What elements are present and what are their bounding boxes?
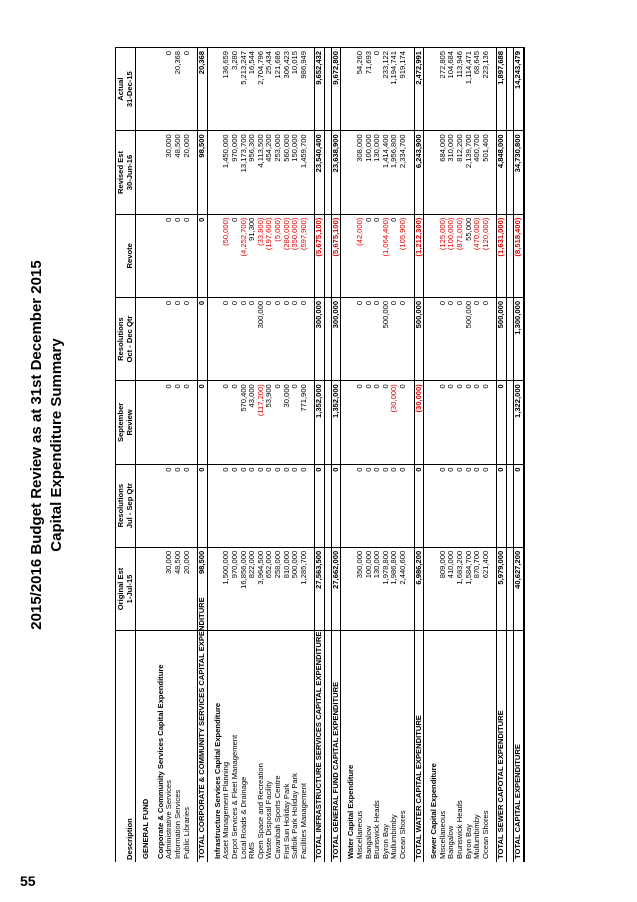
row-value-v: (5,000) — [274, 214, 283, 297]
row-description: RMS — [247, 842, 257, 859]
row-value-e: 1,459,700 — [300, 131, 309, 214]
row-description: Miscellaneous — [355, 810, 365, 859]
water-total-row — [414, 48, 424, 863]
row-value-s: 0 — [231, 381, 240, 464]
row-value-o: 20,000 — [183, 547, 192, 630]
row-value-v: (5,675,100) — [315, 214, 325, 297]
row-value-a: 121,686 — [274, 48, 283, 131]
table-row — [456, 48, 465, 863]
row-value-e: 253,000 — [274, 131, 283, 214]
row-value-r2: 0 — [291, 297, 300, 380]
row-value-a: 104,684 — [447, 48, 456, 131]
row-value-o: 16,856,000 — [240, 547, 249, 630]
row-value-v: 0 — [165, 214, 174, 297]
row-value-e: 6,243,900 — [414, 131, 424, 214]
row-value-o: 621,400 — [482, 547, 491, 630]
row-value-r2: 0 — [399, 297, 408, 380]
row-value-r2: 0 — [390, 297, 399, 380]
row-value-a: 16,544 — [248, 48, 257, 131]
row-value-r2: 300,000 — [331, 297, 341, 380]
row-value-r2: 0 — [456, 297, 465, 380]
row-description: TOTAL WATER CAPITAL EXPENDITURE — [414, 631, 424, 862]
table-row — [174, 48, 183, 863]
table-row — [473, 48, 482, 863]
table-row — [248, 48, 257, 863]
row-value-s: 0 — [174, 381, 183, 464]
row-value-r2: 0 — [198, 297, 208, 380]
row-value-v: (8,518,400) — [513, 214, 523, 297]
row-value-o: 1,986,800 — [390, 547, 399, 630]
table-row — [274, 48, 283, 863]
row-description: Waste Disposal Facility — [264, 780, 274, 859]
row-value-r2: 0 — [439, 297, 448, 380]
row-value-r2: 0 — [174, 297, 183, 380]
row-description: Brunswick Heads — [372, 800, 382, 859]
row-value-a: 5,213,247 — [240, 48, 249, 131]
row-value-v: (120,000) — [482, 214, 491, 297]
table-row — [447, 48, 456, 863]
row-value-r2: 500,000 — [414, 297, 424, 380]
row-value-r1: 0 — [222, 464, 231, 547]
row-value-r1: 0 — [183, 464, 192, 547]
row-value-r1: 0 — [283, 464, 292, 547]
row-value-a: 0 — [165, 48, 174, 131]
row-value-r1: 0 — [439, 464, 448, 547]
row-description: Cavanbah Sports Centre — [272, 775, 282, 859]
row-value-e: 812,200 — [456, 131, 465, 214]
row-value-v: 0 — [183, 214, 192, 297]
header-september-review: September Review — [116, 381, 136, 464]
row-value-a: 1,114,471 — [465, 48, 474, 131]
row-value-a: 25,434 — [265, 48, 274, 131]
row-value-e: 956,300 — [248, 131, 257, 214]
row-value-s: 0 — [497, 381, 507, 464]
row-value-s: 0 — [165, 381, 174, 464]
row-description: TOTAL INFRASTRUCTURE SERVICES CAPITAL EXPENDITURE — [315, 631, 325, 862]
row-value-e: 970,000 — [231, 131, 240, 214]
row-value-r2: 0 — [283, 297, 292, 380]
row-value-e: 1,956,800 — [390, 131, 399, 214]
row-value-e: 98,500 — [198, 131, 208, 214]
row-value-v: (1,064,400) — [382, 214, 391, 297]
row-description: Mullumbimby — [389, 814, 399, 859]
row-value-r1: 0 — [331, 464, 341, 547]
row-value-e: 400,700 — [473, 131, 482, 214]
row-value-a: 68,645 — [473, 48, 482, 131]
table-row — [265, 48, 274, 863]
row-value-o: 130,000 — [373, 547, 382, 630]
row-value-s: 1,322,000 — [513, 381, 523, 464]
row-value-o: 970,000 — [231, 547, 240, 630]
row-value-o: 3,964,500 — [257, 547, 266, 630]
table-row — [390, 48, 399, 863]
row-value-a: 272,805 — [439, 48, 448, 131]
infra-total-row — [315, 48, 325, 863]
row-description: Depot Services & Fleet Management — [229, 734, 239, 859]
table-row — [240, 48, 249, 863]
row-value-r2: 0 — [300, 297, 309, 380]
row-value-s: 0 — [439, 381, 448, 464]
row-value-r2: 0 — [274, 297, 283, 380]
row-value-s: 0 — [456, 381, 465, 464]
page-number: 55 — [20, 873, 36, 889]
capital-expenditure-table — [115, 47, 525, 862]
row-description: Brunswick Heads — [455, 800, 464, 859]
row-value-e: 150,000 — [291, 131, 300, 214]
row-description: Local Roads & Drainage — [238, 776, 248, 859]
row-description: Information Services — [172, 789, 182, 859]
row-value-o: 809,000 — [439, 547, 448, 630]
row-description: Bangalow — [446, 825, 456, 859]
row-value-r1: 0 — [365, 464, 374, 547]
row-value-r2: 500,000 — [382, 297, 391, 380]
row-value-v: (1,212,300) — [414, 214, 424, 297]
table-row — [365, 48, 374, 863]
row-value-v: 0 — [373, 214, 382, 297]
infra-section-heading: Infrastructure Services Capital Expenditure — [214, 48, 223, 863]
row-value-r1: 0 — [291, 464, 300, 547]
table-row — [465, 48, 474, 863]
row-value-r2: 0 — [240, 297, 249, 380]
row-value-r1: 0 — [356, 464, 365, 547]
row-value-r2: 1,300,000 — [513, 297, 523, 380]
row-value-v: (1,631,000) — [497, 214, 507, 297]
row-value-r1: 0 — [165, 464, 174, 547]
row-value-e: 20,000 — [183, 131, 192, 214]
row-value-o: 5,979,000 — [497, 547, 507, 630]
row-value-v: 0 — [390, 214, 399, 297]
row-value-v: (42,000) — [356, 214, 365, 297]
row-value-a: 113,946 — [456, 48, 465, 131]
row-value-e: 310,000 — [447, 131, 456, 214]
row-value-s: (30,000) — [390, 381, 399, 464]
row-value-v: (197,600) — [265, 214, 274, 297]
row-value-s: 53,900 — [265, 381, 274, 464]
row-value-r2: 0 — [356, 297, 365, 380]
row-value-r1: 0 — [231, 464, 240, 547]
row-description: TOTAL GENERAL FUND CAPITAL EXPENDITURE — [331, 631, 341, 862]
row-value-v: (50,000) — [222, 214, 231, 297]
table-row — [183, 48, 192, 863]
row-value-s: 43,000 — [248, 381, 257, 464]
row-value-e: 560,000 — [283, 131, 292, 214]
row-value-o: 40,627,200 — [513, 547, 523, 630]
row-value-o: 27,662,000 — [331, 547, 341, 630]
row-value-o: 870,700 — [473, 547, 482, 630]
row-value-v: (470,000) — [473, 214, 482, 297]
row-description: Mullumbimby — [472, 814, 482, 859]
row-value-o: 350,000 — [356, 547, 365, 630]
row-value-r1: 0 — [513, 464, 523, 547]
row-value-a: 0 — [183, 48, 192, 131]
row-value-r1: 0 — [257, 464, 266, 547]
row-value-a: 1,897,688 — [497, 48, 507, 131]
row-value-s: 0 — [482, 381, 491, 464]
corp-section-heading: Corporate & Community Services Capital Expenditure — [157, 48, 166, 863]
row-value-r1: 0 — [482, 464, 491, 547]
row-value-v: (597,900) — [300, 214, 309, 297]
row-value-a: 10,015 — [291, 48, 300, 131]
row-value-v: (125,000) — [439, 214, 448, 297]
row-description: TOTAL SEWER CAPOTAL EXPENDITURE — [497, 631, 507, 862]
row-value-r1: 0 — [274, 464, 283, 547]
row-value-e: 4,113,500 — [257, 131, 266, 214]
general-fund-total-row — [331, 48, 341, 863]
row-value-e: 2,139,700 — [465, 131, 474, 214]
row-value-r1: 0 — [399, 464, 408, 547]
row-value-r2: 0 — [165, 297, 174, 380]
row-value-a: 2,704,796 — [257, 48, 266, 131]
row-value-e: 34,730,800 — [513, 131, 523, 214]
general-fund-heading: GENERAL FUND — [142, 48, 151, 863]
row-value-s: 0 — [473, 381, 482, 464]
row-value-r1: 0 — [174, 464, 183, 547]
header-original-est: Original Est 1-Jul-15 — [116, 547, 136, 630]
sewer-total-row — [497, 48, 507, 863]
title-line-1: 2015/2016 Budget Review as at 31st December 2015 — [28, 260, 45, 630]
row-value-o: 48,500 — [174, 547, 183, 630]
row-value-r1: 0 — [414, 464, 424, 547]
row-value-s: 0 — [382, 381, 391, 464]
row-value-r2: 0 — [222, 297, 231, 380]
row-value-r1: 0 — [465, 464, 474, 547]
row-value-o: 410,000 — [447, 547, 456, 630]
header-revised-est: Revised Est 30-Jun-16 — [116, 131, 136, 214]
row-value-r1: 0 — [373, 464, 382, 547]
row-value-a: 986,949 — [300, 48, 309, 131]
row-value-a: 223,136 — [482, 48, 491, 131]
row-value-r1: 0 — [382, 464, 391, 547]
row-value-s: 771,900 — [300, 381, 309, 464]
row-value-s: 0 — [183, 381, 192, 464]
row-value-r1: 0 — [473, 464, 482, 547]
row-value-o: 1,584,700 — [465, 547, 474, 630]
rotated-page-content — [25, 20, 615, 870]
row-value-s: 1,352,000 — [315, 381, 325, 464]
row-value-a: 233,122 — [382, 48, 391, 131]
row-value-v: 0 — [174, 214, 183, 297]
row-value-o: 500,000 — [291, 547, 300, 630]
row-value-v: (350,000) — [291, 214, 300, 297]
row-value-v: (871,000) — [456, 214, 465, 297]
table-row — [300, 48, 309, 863]
row-value-e: 308,000 — [356, 131, 365, 214]
row-value-r2: 0 — [231, 297, 240, 380]
row-value-s: 0 — [447, 381, 456, 464]
row-value-e: 684,000 — [439, 131, 448, 214]
water-section-heading: Water Capital Expenditure — [347, 48, 356, 863]
row-value-s: 0 — [356, 381, 365, 464]
table-row — [165, 48, 174, 863]
table-body — [136, 48, 524, 863]
row-value-r2: 300,000 — [315, 297, 325, 380]
header-actual: Actual 31-Dec-15 — [116, 48, 136, 131]
row-description: Ocean Shores — [398, 810, 408, 859]
row-value-o: 810,000 — [283, 547, 292, 630]
row-value-a: 20,368 — [198, 48, 208, 131]
row-value-s: 0 — [222, 381, 231, 464]
row-value-r2: 0 — [447, 297, 456, 380]
row-description: TOTAL CORPORATE & COMMUNITY SERVICES CAPITAL EXPENDITURE — [198, 631, 208, 862]
row-value-r2: 0 — [373, 297, 382, 380]
report-title — [27, 20, 67, 870]
row-description: Bangalow — [363, 825, 373, 859]
row-value-r1: 0 — [456, 464, 465, 547]
row-value-v: (33,800) — [257, 214, 266, 297]
row-value-o: 1,285,700 — [300, 547, 309, 630]
row-value-r2: 0 — [482, 297, 491, 380]
table-header-row — [116, 48, 136, 863]
row-value-o: 100,000 — [365, 547, 374, 630]
row-value-a: 306,423 — [283, 48, 292, 131]
row-value-o: 652,000 — [265, 547, 274, 630]
table-row — [482, 48, 491, 863]
row-value-e: 4,848,000 — [497, 131, 507, 214]
row-value-e: 1,450,000 — [222, 131, 231, 214]
corp-total-row — [198, 48, 208, 863]
row-description: Asset Management Planning — [221, 761, 231, 859]
row-value-v: 0 — [365, 214, 374, 297]
row-description: Byron Bay — [463, 823, 473, 859]
row-value-o: 98,500 — [198, 547, 208, 630]
row-value-a: 71,693 — [365, 48, 374, 131]
row-value-a: 14,243,479 — [513, 48, 523, 131]
table-row — [257, 48, 266, 863]
table-row — [373, 48, 382, 863]
row-value-o: 27,563,500 — [315, 547, 325, 630]
row-description: Open Space and Recreation — [255, 763, 265, 859]
row-value-a: 136,659 — [222, 48, 231, 131]
row-value-s: 0 — [365, 381, 374, 464]
row-value-a: 54,260 — [356, 48, 365, 131]
row-value-s: 0 — [198, 381, 208, 464]
row-value-a: 1,194,741 — [390, 48, 399, 131]
row-value-s: 0 — [399, 381, 408, 464]
row-value-r1: 0 — [248, 464, 257, 547]
row-value-v: (5,675,100) — [331, 214, 341, 297]
table-row — [356, 48, 365, 863]
row-description: Ocean Shores — [480, 810, 490, 859]
row-value-e: 454,200 — [265, 131, 274, 214]
row-value-o: 2,440,600 — [399, 547, 408, 630]
row-value-o: 1,978,800 — [382, 547, 391, 630]
row-description: Public Libraries — [181, 807, 191, 859]
row-value-r1: 0 — [447, 464, 456, 547]
table-row — [439, 48, 448, 863]
row-value-r1: 0 — [300, 464, 309, 547]
row-value-r2: 500,000 — [465, 297, 474, 380]
row-value-v: (100,000) — [447, 214, 456, 297]
row-value-e: 30,000 — [165, 131, 174, 214]
header-resolutions-jul-sep: Resolutions Jul - Sep Qtr — [116, 464, 136, 547]
table-row — [399, 48, 408, 863]
row-value-e: 48,500 — [174, 131, 183, 214]
row-value-s: 0 — [373, 381, 382, 464]
row-value-e: 1,414,400 — [382, 131, 391, 214]
row-value-v: (4,252,700) — [240, 214, 249, 297]
row-description: Suffolk Park Holiday Park — [290, 773, 300, 859]
header-description: Description — [116, 631, 136, 862]
row-value-r1: 0 — [240, 464, 249, 547]
row-value-o: 1,683,200 — [456, 547, 465, 630]
row-value-s: 30,000 — [283, 381, 292, 464]
row-description: First Sun Holiday Park — [281, 783, 291, 859]
row-description: TOTAL CAPITAL EXPENDITURE — [513, 631, 523, 862]
row-description: Byron Bay — [380, 823, 390, 859]
row-value-e: 130,000 — [373, 131, 382, 214]
row-value-a: 919,174 — [399, 48, 408, 131]
sewer-section-heading: Sewer Capital Expenditure — [430, 48, 439, 863]
row-value-e: 13,173,700 — [240, 131, 249, 214]
row-value-v: 0 — [198, 214, 208, 297]
row-value-v: (280,000) — [283, 214, 292, 297]
row-value-r1: 0 — [390, 464, 399, 547]
row-value-s: 570,400 — [240, 381, 249, 464]
row-value-e: 2,334,700 — [399, 131, 408, 214]
row-value-o: 822,000 — [248, 547, 257, 630]
row-value-s: (117,200) — [257, 381, 266, 464]
row-value-r2: 0 — [265, 297, 274, 380]
row-value-r2: 0 — [473, 297, 482, 380]
row-value-s: 1,352,000 — [331, 381, 341, 464]
row-value-a: 3,280 — [231, 48, 240, 131]
row-value-e: 100,000 — [365, 131, 374, 214]
row-value-v: 91,300 — [248, 214, 257, 297]
table-row — [283, 48, 292, 863]
header-revote: Revote — [116, 214, 136, 297]
row-value-r2: 300,000 — [257, 297, 266, 380]
table-row — [291, 48, 300, 863]
row-value-o: 1,500,000 — [222, 547, 231, 630]
row-value-r2: 0 — [365, 297, 374, 380]
row-value-r1: 0 — [198, 464, 208, 547]
row-value-a: 9,672,800 — [331, 48, 341, 131]
row-description: Facilities Management — [298, 783, 308, 859]
row-value-s: 0 — [291, 381, 300, 464]
grand-total-row — [513, 48, 523, 863]
row-description: Administrative Services — [164, 780, 174, 859]
row-value-v: 55,000 — [465, 214, 474, 297]
row-value-r1: 0 — [497, 464, 507, 547]
row-value-a: 0 — [373, 48, 382, 131]
row-value-v: (105,900) — [399, 214, 408, 297]
row-value-e: 23,638,900 — [331, 131, 341, 214]
row-value-a: 20,368 — [174, 48, 183, 131]
row-value-e: 23,540,400 — [315, 131, 325, 214]
row-value-a: 2,472,991 — [414, 48, 424, 131]
row-value-o: 30,000 — [165, 547, 174, 630]
table-row — [382, 48, 391, 863]
row-value-a: 9,652,432 — [315, 48, 325, 131]
row-value-r1: 0 — [315, 464, 325, 547]
row-value-r2: 0 — [248, 297, 257, 380]
row-value-e: 501,400 — [482, 131, 491, 214]
row-value-v: 0 — [231, 214, 240, 297]
header-resolutions-oct-dec: Resolutions Oct - Dec Qtr — [116, 297, 136, 380]
row-value-r2: 0 — [183, 297, 192, 380]
row-value-s: (30,000) — [414, 381, 424, 464]
row-value-o: 258,000 — [274, 547, 283, 630]
row-value-s: 0 — [465, 381, 474, 464]
row-description: Miscellaneous — [437, 810, 447, 859]
title-line-2: Capital Expenditure Summary — [48, 338, 65, 552]
row-value-o: 6,986,200 — [414, 547, 424, 630]
row-value-r1: 0 — [265, 464, 274, 547]
row-value-r2: 500,000 — [497, 297, 507, 380]
row-value-s: 0 — [274, 381, 283, 464]
